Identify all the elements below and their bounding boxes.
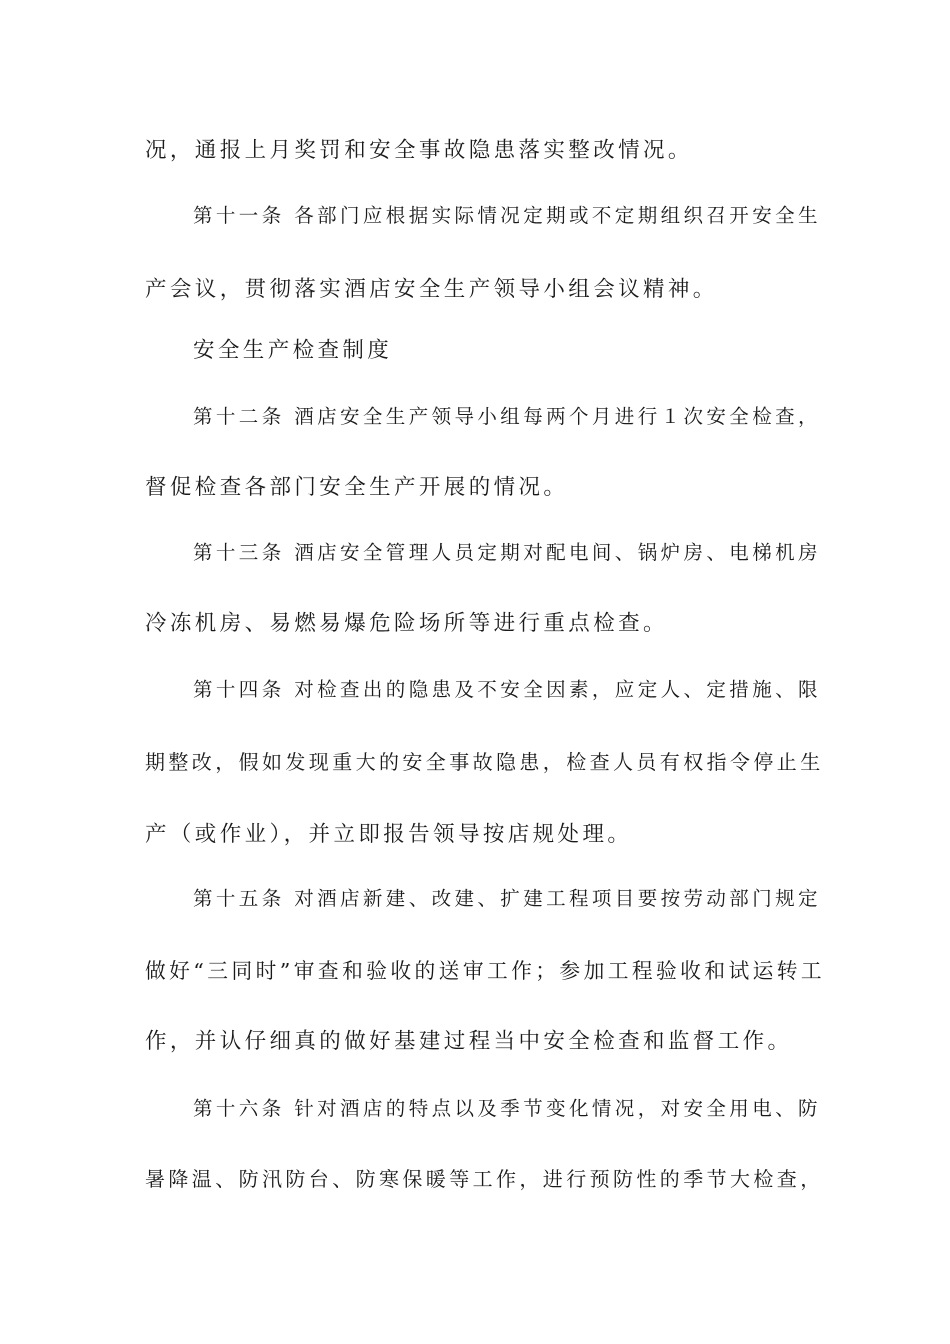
article-13-line-2: 冷冻机房、易燃易爆危险场所等进行重点检查。 bbox=[145, 611, 668, 636]
text-line-1: 况，通报上月奖罚和安全事故隐患落实整改情况。 bbox=[145, 138, 693, 163]
article-11-line-2: 产会议，贯彻落实酒店安全生产领导小组会议精神。 bbox=[145, 277, 718, 302]
article-13-line-1: 第十三条 酒店安全管理人员定期对配电间、锅炉房、电梯机房 bbox=[193, 541, 821, 564]
article-15-line-2: 做好“三同时”审查和验收的送审工作；参加工程验收和试运转工 bbox=[145, 959, 826, 983]
article-14-line-1: 第十四条 对检查出的隐患及不安全因素，应定人、定措施、限 bbox=[193, 678, 821, 701]
article-12-line-1: 第十二条 酒店安全生产领导小组每两个月进行１次安全检查， bbox=[193, 405, 821, 428]
article-16-line-2: 暑降温、防汛防台、防寒保暖等工作，进行预防性的季节大检查， bbox=[145, 1167, 824, 1191]
article-14-line-3: 产（或作业），并立即报告领导按店规处理。 bbox=[145, 822, 633, 847]
article-11-line-1: 第十一条 各部门应根据实际情况定期或不定期组织召开安全生 bbox=[193, 204, 821, 227]
article-16-line-1: 第十六条 针对酒店的特点以及季节变化情况，对安全用电、防 bbox=[193, 1097, 821, 1120]
article-14-line-2: 期整改，假如发现重大的安全事故隐患，检查人员有权指令停止生 bbox=[145, 750, 824, 774]
article-15-line-3: 作，并认仔细真的做好基建过程当中安全检查和监督工作。 bbox=[145, 1029, 793, 1054]
article-12-line-2: 督促检查各部门安全生产开展的情况。 bbox=[145, 475, 569, 500]
article-15-line-1: 第十五条 对酒店新建、改建、扩建工程项目要按劳动部门规定 bbox=[193, 887, 821, 910]
section-heading: 安全生产检查制度 bbox=[193, 338, 393, 363]
